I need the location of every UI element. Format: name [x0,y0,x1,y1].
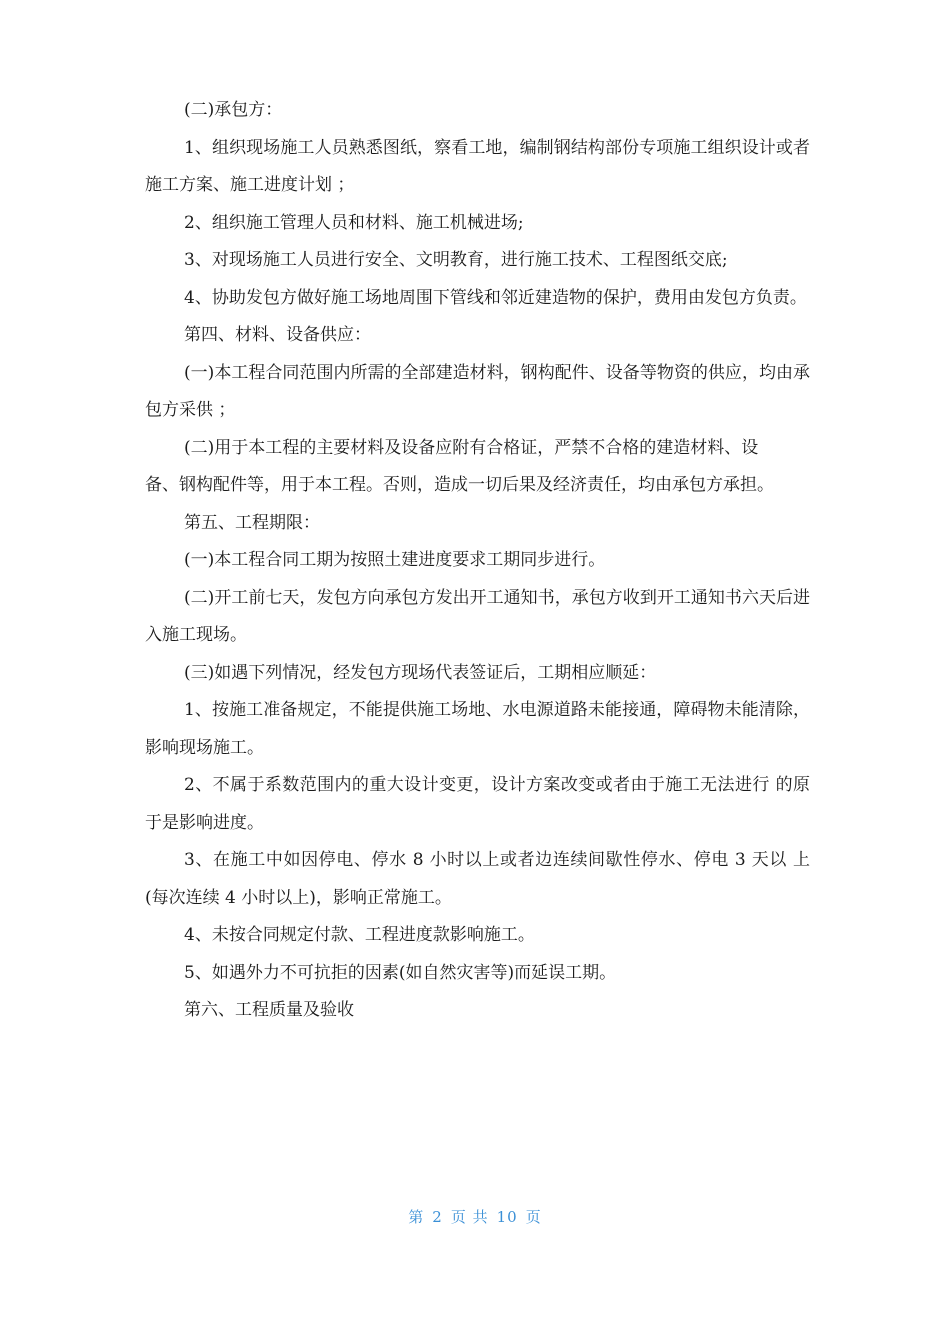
document-body [145,92,810,1030]
paragraph: 2、组织施工管理人员和材料、施工机械进场; [184,212,524,233]
paragraph: (二)承包方： [184,100,283,120]
paragraph: (二)开工前七天，发包方向承包方发出开工通知书，承包方收到开工通知书六天后进入施工现场。 [145,587,810,645]
page-footer [0,1206,950,1227]
footer-total-label: 页 共 [450,1208,489,1226]
paragraph: 3、对现场施工人员进行安全、文明教育，进行施工技术、工程图纸交底; [184,250,728,270]
paragraph: 4、协助发包方做好施工场地周围下管线和邻近建造物的保护，费用由发包方负责。 [184,287,807,308]
footer-page-number: 2 [432,1208,443,1226]
paragraph: (一)本工程合同工期为按照土建进度要求工期同步进行。 [184,550,606,570]
paragraph: 备、钢构配件等，用于本工程。否则，造成一切后果及经济责任，均由承包方承担。 [145,475,774,495]
paragraph: (一)本工程合同范围内所需的全部建造材料，钢构配件、设备等物资的供应，均由承包方采供 ； [145,362,810,420]
paragraph: (三)如遇下列情况，经发包方现场代表签证后，工期相应顺延： [184,662,657,683]
paragraph: 2、不属于系数范围内的重大设计变更，设计方案改变或者由于施工无法进行 的原于是影响进度。 [145,775,810,833]
paragraph: 1、组织现场施工人员熟悉图纸，察看工地，编制钢结构部份专项施工组织设计或者施工方案、施工进度计划 ； [145,137,810,195]
footer-total-pages: 10 [496,1208,518,1226]
paragraph: 1、按施工准备规定，不能提供施工场地、水电源道路未能接通，障碍物未能清除，影响现场施工。 [145,700,810,758]
footer-suffix: 页 [525,1208,542,1226]
section-heading: 第四、材料、设备供应： [184,325,371,345]
paragraph: 5、如遇外力不可抗拒的因素(如自然灾害等)而延误工期。 [184,962,617,983]
paragraph: 4、未按合同规定付款、工程进度款影响施工。 [184,925,535,945]
section-heading: 第五、工程期限： [184,512,320,533]
section-heading: 第六、工程质量及验收 [184,1000,354,1020]
footer-page-label: 第 [408,1208,425,1226]
paragraph: 3、在施工中如因停电、停水 8 小时以上或者边连续间歇性停水、停电 3 天以 上(每次连续 4 小时以上)，影响正常施工。 [145,850,810,908]
paragraph: (二)用于本工程的主要材料及设备应附有合格证，严禁不合格的建造材料、设 [184,437,759,458]
